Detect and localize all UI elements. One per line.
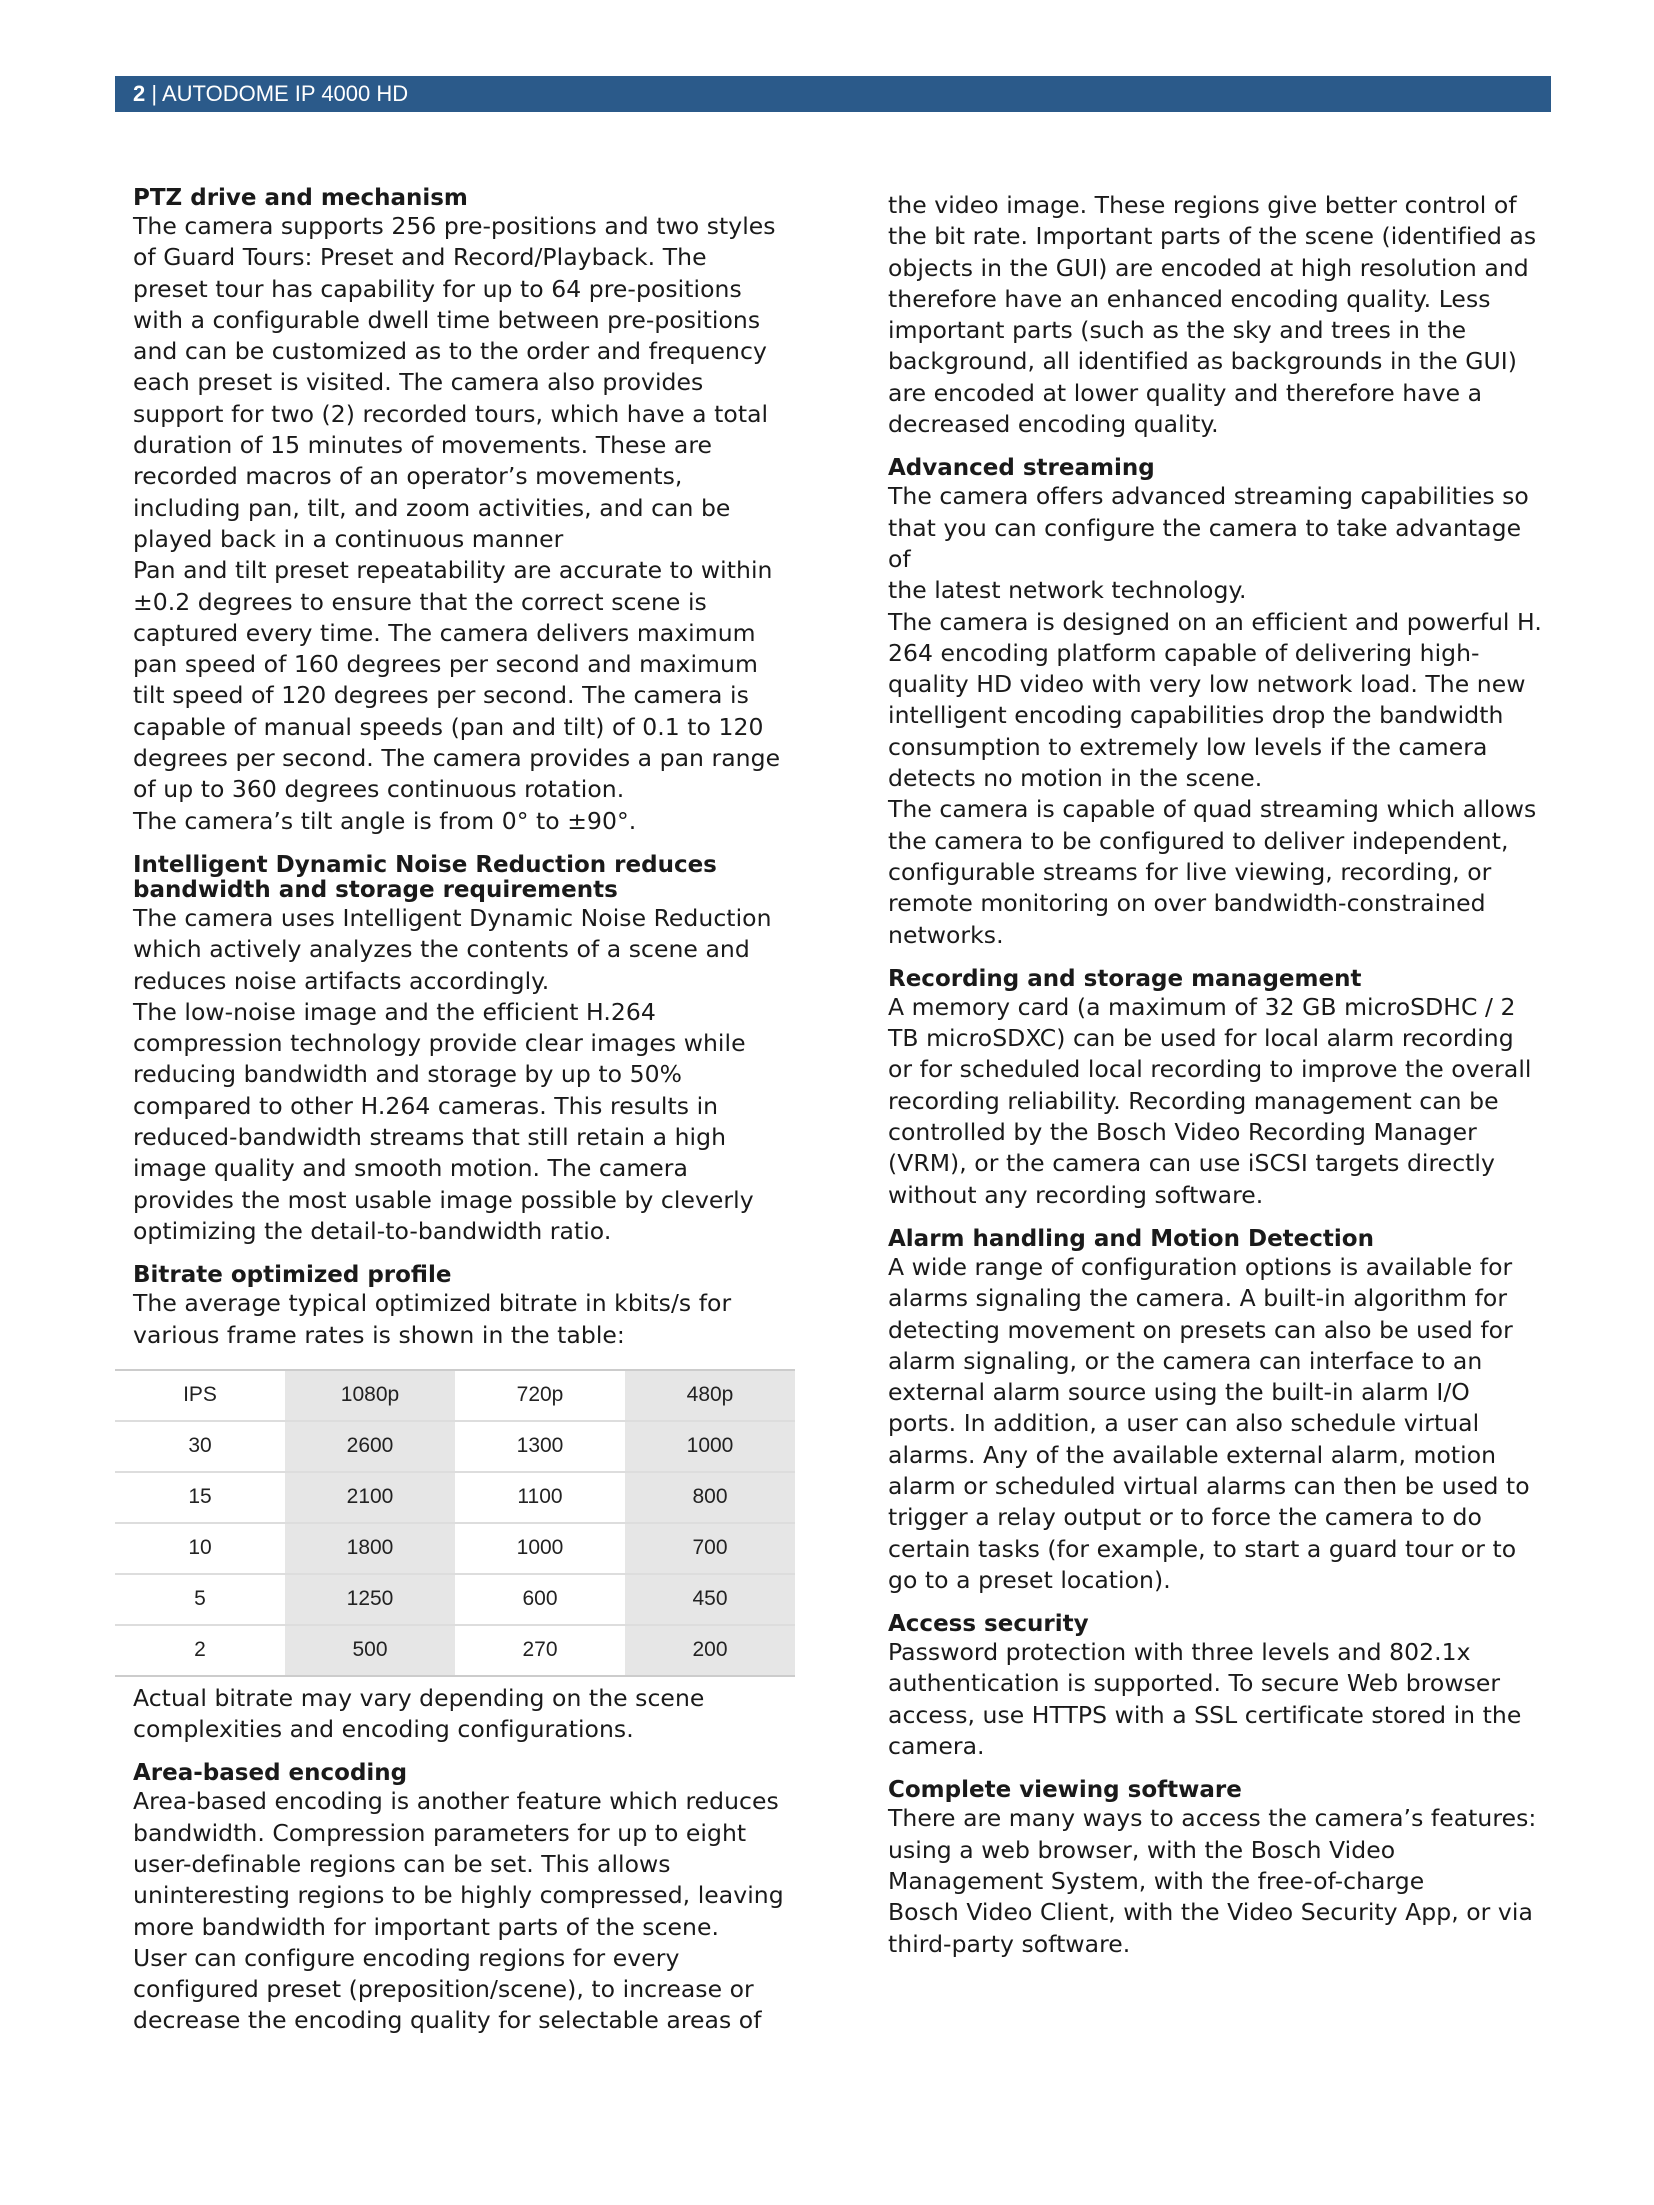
bitrate-heading: Bitrate optimized profile <box>133 1262 452 1289</box>
text-line: 264 encoding platform capable of delivering high- <box>888 638 1480 667</box>
text-line: ±0.2 degrees to ensure that the correct scene is <box>133 587 707 616</box>
access-heading: Access security <box>888 1611 1089 1638</box>
section-access <box>888 1612 1548 1762</box>
text-line: more bandwidth for important parts of the scene. <box>133 1912 719 1941</box>
table-cell: 600 <box>455 1574 625 1625</box>
text-line: decreased encoding quality. <box>888 410 1219 439</box>
text-line: provides the most usable image possible by cleverly <box>133 1185 754 1214</box>
idnr-heading-line2: bandwidth and storage requirements <box>133 876 618 903</box>
text-line: Password protection with three levels and 802.1x <box>888 1638 1471 1667</box>
table-row <box>115 1523 795 1574</box>
table-cell: 10 <box>115 1523 285 1574</box>
alarm-body <box>888 1252 1548 1596</box>
text-line: without any recording software. <box>888 1180 1264 1209</box>
section-streaming <box>888 456 1548 950</box>
text-line: uninteresting regions to be highly compressed, leaving <box>133 1881 784 1910</box>
text-line: authentication is supported. To secure Web browser <box>888 1669 1501 1698</box>
table-cell: 2 <box>194 1638 206 1662</box>
text-line: A wide range of configuration options is available for <box>888 1252 1513 1281</box>
text-line: complexities and encoding configurations. <box>133 1715 634 1744</box>
table-cell: 1100 <box>455 1472 625 1523</box>
alarm-heading: Alarm handling and Motion Detection <box>888 1225 1374 1252</box>
table-header-cell: 480p <box>625 1370 795 1421</box>
table-cell: 5 <box>115 1574 285 1625</box>
text-line: that you can configure the camera to take advantage of <box>888 513 1522 573</box>
right-column <box>888 190 1548 1976</box>
text-line: Actual bitrate may vary depending on the scene <box>133 1683 705 1712</box>
table-cell: 450 <box>625 1574 795 1625</box>
table-cell: 15 <box>115 1472 285 1523</box>
text-line: Bosch Video Client, with the Video Security App, or via <box>888 1898 1533 1927</box>
text-line: the bit rate. Important parts of the scene (identified as <box>888 222 1537 251</box>
text-line: background, all identified as backgrounds in the GUI) <box>888 347 1517 376</box>
text-line: networks. <box>888 920 1004 949</box>
text-line: configured preset (preposition/scene), to increase or <box>133 1975 754 2004</box>
text-line: capable of manual speeds (pan and tilt) of 0.1 to 120 <box>133 712 764 741</box>
text-line: degrees per second. The camera provides a pan range <box>133 744 781 773</box>
text-line: TB microSDXC) can be used for local alarm recording <box>888 1024 1514 1053</box>
text-line: reduced-bandwidth streams that still retain a high <box>133 1123 727 1152</box>
header-separator: | <box>145 81 162 106</box>
text-line: support for two (2) recorded tours, which have a total <box>133 399 769 428</box>
text-line: ports. In addition, a user can also schedule virtual <box>888 1409 1480 1438</box>
text-line: trigger a relay output or to force the camera to do <box>888 1503 1482 1532</box>
text-line: tilt speed of 120 degrees per second. The camera is <box>133 681 749 710</box>
text-line: each preset is visited. The camera also provides <box>133 368 704 397</box>
text-line: or for scheduled local recording to improve the overall <box>888 1055 1532 1084</box>
section-idnr <box>133 853 793 1247</box>
text-line: reducing bandwidth and storage by up to 50% <box>133 1060 682 1089</box>
table-cell: 270 <box>522 1638 558 1662</box>
text-line: recorded macros of an operator’s movements, <box>133 462 683 491</box>
text-line: A memory card (a maximum of 32 GB microSDHC / 2 <box>888 992 1516 1021</box>
text-line: third-party software. <box>888 1929 1131 1958</box>
text-line: The camera uses Intelligent Dynamic Noise Reduction <box>133 903 772 932</box>
table-row <box>115 1574 795 1625</box>
text-line: The low-noise image and the efficient H.264 <box>133 997 656 1026</box>
table-cell: 500 <box>285 1625 455 1676</box>
table-cell: 30 <box>115 1421 285 1472</box>
table-header-cell: 720p <box>455 1370 625 1421</box>
bitrate-table <box>115 1369 795 1677</box>
text-line: compared to other H.264 cameras. This results in <box>133 1091 719 1120</box>
table-cell: 1800 <box>285 1523 455 1574</box>
text-line: bandwidth. Compression parameters for up to eight <box>133 1818 747 1847</box>
streaming-heading: Advanced streaming <box>888 455 1155 482</box>
text-line: Pan and tilt preset repeatability are accurate to within <box>133 556 773 585</box>
text-line: quality HD video with very low network load. The new <box>888 670 1526 699</box>
text-line: camera. <box>888 1732 985 1761</box>
text-line: image quality and smooth motion. The camera <box>133 1154 688 1183</box>
table-cell: 1000 <box>625 1421 795 1472</box>
text-line: The camera supports 256 pre-positions and two styles <box>133 212 776 240</box>
text-line: User can configure encoding regions for every <box>133 1943 680 1972</box>
text-line: consumption to extremely low levels if the camera <box>888 732 1488 761</box>
text-line: recording reliability. Recording management can be <box>888 1086 1499 1115</box>
text-line: using a web browser, with the Bosch Video <box>888 1835 1396 1864</box>
text-line: The camera offers advanced streaming capabilities so <box>888 482 1529 511</box>
text-line: Management System, with the free-of-charge <box>888 1866 1425 1895</box>
text-line: compression technology provide clear images while <box>133 1029 746 1058</box>
text-line: certain tasks (for example, to start a guard tour or to <box>888 1534 1517 1563</box>
text-line: The camera is capable of quad streaming which allows <box>888 795 1537 824</box>
table-cell: 1250 <box>285 1574 455 1625</box>
idnr-heading <box>133 853 793 903</box>
text-line: The average typical optimized bitrate in kbits/s for <box>133 1289 732 1318</box>
table-row <box>115 1421 795 1472</box>
table-row <box>115 1472 795 1523</box>
left-column <box>133 186 793 2053</box>
text-line: There are many ways to access the camera’s features: <box>888 1804 1537 1833</box>
table-header-cell: 1080p <box>285 1370 455 1421</box>
table-cell: 2600 <box>285 1421 455 1472</box>
text-line: user-definable regions can be set. This allows <box>133 1849 671 1878</box>
text-line: remote monitoring on over bandwidth-constrained <box>888 889 1486 918</box>
text-line: are encoded at lower quality and therefore have a <box>888 378 1483 407</box>
table-cell: 800 <box>625 1472 795 1523</box>
recording-heading: Recording and storage management <box>888 965 1362 992</box>
text-line: alarms. Any of the available external alarm, motion <box>888 1440 1497 1469</box>
section-area-encoding-continued <box>888 190 1548 440</box>
idnr-body <box>133 903 793 1247</box>
area-body <box>133 1786 793 2036</box>
section-alarm <box>888 1227 1548 1596</box>
text-line: alarm or scheduled virtual alarms can then be used to <box>888 1471 1530 1500</box>
table-cell: 1300 <box>455 1421 625 1472</box>
text-line: of up to 360 degrees continuous rotation. <box>133 775 625 804</box>
page-header-bar <box>115 76 1551 112</box>
area-cont-body <box>888 190 1548 440</box>
text-line: The camera’s tilt angle is from 0° to ±90°. <box>133 806 637 835</box>
table-cell: 1000 <box>455 1523 625 1574</box>
text-line: (VRM), or the camera can use iSCSI targets directly <box>888 1149 1495 1178</box>
table-row <box>115 1625 795 1676</box>
table-header-cell: IPS <box>115 1370 285 1421</box>
text-line: of Guard Tours: Preset and Record/Playback. The <box>133 243 707 272</box>
text-line: duration of 15 minutes of movements. These are <box>133 431 713 460</box>
page-number: 2 <box>133 81 146 106</box>
bitrate-body <box>133 1288 793 1351</box>
recording-body <box>888 992 1548 1211</box>
table-header-row <box>115 1370 795 1421</box>
bitrate-note <box>133 1683 793 1746</box>
table-cell: 700 <box>625 1523 795 1574</box>
text-line: go to a preset location). <box>888 1565 1171 1594</box>
text-line: external alarm source using the built-in alarm I/O <box>888 1378 1470 1407</box>
text-line: controlled by the Bosch Video Recording Manager <box>888 1118 1477 1147</box>
text-line: alarm signaling, or the camera can interface to an <box>888 1346 1483 1375</box>
text-line: decrease the encoding quality for selectable areas of <box>133 2006 762 2035</box>
section-area-encoding <box>133 1761 793 2036</box>
table-cell: 2100 <box>285 1472 455 1523</box>
text-line: Area-based encoding is another feature which reduces <box>133 1787 779 1816</box>
text-line: optimizing the detail-to-bandwidth ratio. <box>133 1216 612 1245</box>
text-line: important parts (such as the sky and trees in the <box>888 316 1467 345</box>
text-line: captured every time. The camera delivers maximum <box>133 618 756 647</box>
text-line: preset tour has capability for up to 64 pre-positions <box>133 274 742 303</box>
text-line: configurable streams for live viewing, recording, or <box>888 857 1492 886</box>
text-line: reduces noise artifacts accordingly. <box>133 966 550 995</box>
text-line: objects in the GUI) are encoded at high resolution and <box>888 253 1529 282</box>
text-line: which actively analyzes the contents of a scene and <box>133 935 750 964</box>
text-line: detecting movement on presets can also be used for <box>888 1315 1513 1344</box>
text-line: the video image. These regions give better control of <box>888 191 1517 219</box>
text-line: the camera to be configured to deliver independent, <box>888 826 1509 855</box>
text-line: The camera is designed on an efficient and powerful H. <box>888 607 1542 636</box>
viewing-body <box>888 1803 1548 1959</box>
text-line: access, use HTTPS with a SSL certificate stored in the <box>888 1700 1522 1729</box>
text-line: including pan, tilt, and zoom activities, and can be <box>133 493 731 522</box>
viewing-heading: Complete viewing software <box>888 1777 1242 1804</box>
section-bitrate <box>133 1263 793 1745</box>
table-cell: 200 <box>625 1625 795 1676</box>
text-line: with a configurable dwell time between pre-positions <box>133 305 761 334</box>
text-line: therefore have an enhanced encoding quality. Less <box>888 284 1491 313</box>
text-line: detects no motion in the scene. <box>888 764 1263 793</box>
ptz-body <box>133 211 793 837</box>
idnr-heading-line1: Intelligent Dynamic Noise Reduction reduces <box>133 851 717 878</box>
text-line: various frame rates is shown in the table: <box>133 1320 625 1349</box>
text-line: and can be customized as to the order and frequency <box>133 337 767 366</box>
section-viewing <box>888 1778 1548 1959</box>
streaming-body <box>888 481 1548 950</box>
text-line: the latest network technology. <box>888 576 1247 605</box>
text-line: alarms signaling the camera. A built-in algorithm for <box>888 1284 1508 1313</box>
document-title: AUTODOME IP 4000 HD <box>161 81 409 106</box>
access-body <box>888 1637 1548 1762</box>
text-line: played back in a continuous manner <box>133 524 564 553</box>
text-line: pan speed of 160 degrees per second and maximum <box>133 650 758 679</box>
text-line: intelligent encoding capabilities drop the bandwidth <box>888 701 1504 730</box>
area-heading: Area-based encoding <box>133 1760 408 1787</box>
ptz-heading: PTZ drive and mechanism <box>133 185 468 211</box>
section-ptz <box>133 186 793 837</box>
section-recording <box>888 967 1548 1211</box>
